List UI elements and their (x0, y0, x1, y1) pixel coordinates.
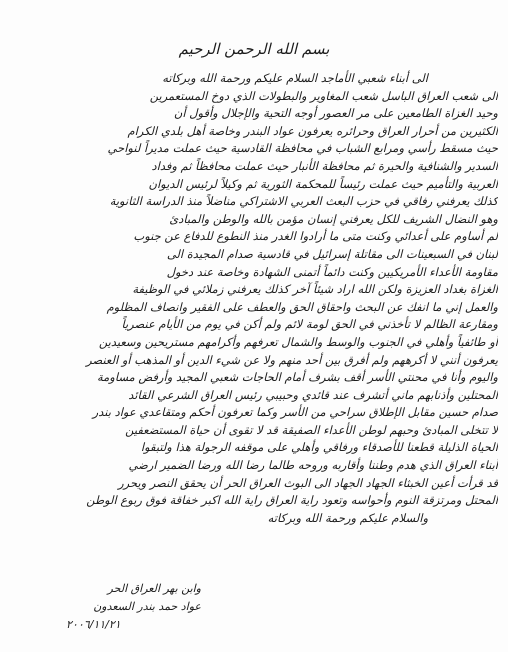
letter-line: لا تتخلى المبادئ وحبهم لوطن الأعداء الصفيقة قد لا تقوى أن حياة المستضعفين (125, 422, 498, 437)
basmala-heading: بسم الله الرحمن الرحيم (178, 40, 330, 58)
letter-line: لبنان في السبعينات الى مقاتلة إسرائيل في قادسية صدام المجيدة الى (166, 246, 498, 261)
letter-line: أبناء العراق الذي هدم وطننا وأقاربه وروحه طالما رضا الله ورضا الضمير ارضي (128, 458, 498, 473)
letter-line: الى شعب العراق الباسل شعب المغاوير والبطولات الذي دوخ المستعمرين (149, 88, 498, 103)
letter-line: حيث مسقط رأسي ومرابع الشباب في محافظة القادسية حيث عملت مديراً لنواحي (107, 141, 498, 156)
letter-line: الحياة الذليلة قطعنا للأصدقاء ورفاقي وأهلي على موقفه الرجولة هذا ولتبقوا (140, 440, 498, 455)
closing-phrase: وابن بهر العراق الحر (107, 582, 201, 595)
letter-line: كذلك يعرفني رفاقي في حزب البعث العربي الاشتراكي مناضلاً منذ الدراسة الثانوية (109, 194, 498, 209)
letter-line: واليوم وأنا في محنتي الأسر أقف بشرف أمام الحاجات شعبي المجيد وأرفض مساومة (96, 370, 498, 385)
letter-body (18, 70, 498, 527)
letter-line: الكثيرين من أحرار العراق وحرائره يعرفون عواد البندر وخاصة أهل بلدي الكرام (127, 123, 498, 138)
letter-line: لم أساوم على أعدائي وكنت متى ما أرادوا الغدر منذ النطوع للدفاع عن جنوب (133, 229, 498, 244)
letter-line: صدام حسين مقابل الإطلاق سراحي من الأسر وكما تعرفون أحكم ومتقاعدي عواد بندر (92, 405, 498, 420)
letter-line: أو طائفياً وأهلي في الجنوب والوسط والشمال تعرفهم وأكرامهم مستريحين وسعيدين (98, 334, 498, 349)
letter-line: الغزاة بغداد العزيزة ولكن الله اراد شيئاً آخر كذلك يعرفني زملائي في الوظيفة (132, 282, 498, 297)
letter-line: قد قرأت أعين الخبثاء الجهاد الجهاد الى البوث العراق الحر أن يحقق النصر ويحرر (118, 475, 498, 490)
letter-line: الى أبناء شعبي الأماجد السلام عليكم ورحمة الله وبركاته (162, 71, 428, 85)
letter-line: يعرفون أنني لا أكرههم ولم أفرق بين أحد منهم ولا عن شيء الدين أو المذهب أو العنصر (86, 352, 498, 367)
letter-date: ٢٠٠٦/١١/٢١ (66, 618, 121, 631)
letter-signoff (26, 580, 201, 634)
signature-name: عواد حمد بندر السعدون (93, 600, 201, 613)
letter-line: وهو النضال الشريف للكل يعرفني إنسان مؤمن بالله والوطن والمبادئ (169, 211, 498, 226)
letter-line: المحتل ومرتزقة النوم وأحواسه وتعود راية العراق راية الله اكبر خفاقة فوق ربوع الوطن (86, 493, 498, 508)
letter-line: المحتلين وأذنابهم ماني أتشرف عند قائدي وحبيبي رئيس العراق الشرعي القائد (128, 387, 498, 402)
letter-line: العربية والتأميم حيث عملت رئيساً للمحكمة الثورية ثم وكيلاً لرئيس الديوان (148, 176, 498, 191)
letter-line: مقاومة الأعداء الأمريكيين وكنت دائماً أتمنى الشهادة وخاصة عند دخول (166, 264, 498, 279)
letter-line: السدير والشنافية والحيرة ثم محافظة الأنبار حيث عملت محافظاً ثم وفداد (151, 158, 498, 173)
letter-line: وحيد الغزاة الطامعين على مر العصور أوجه التحية والإجلال وأقول أن (173, 106, 498, 121)
letter-line: والعمل إني ما انفك عن البحث واحقاق الحق والعطف على الفقير وانصاف المظلوم (106, 299, 498, 314)
letter-line: ومقارعة الظالم لا تأخذني في الحق لومة لائم ولم أكن في يوم من الأيام عنصرياً (121, 317, 498, 332)
letter-line: والسلام عليكم ورحمة الله وبركاته (267, 510, 428, 525)
